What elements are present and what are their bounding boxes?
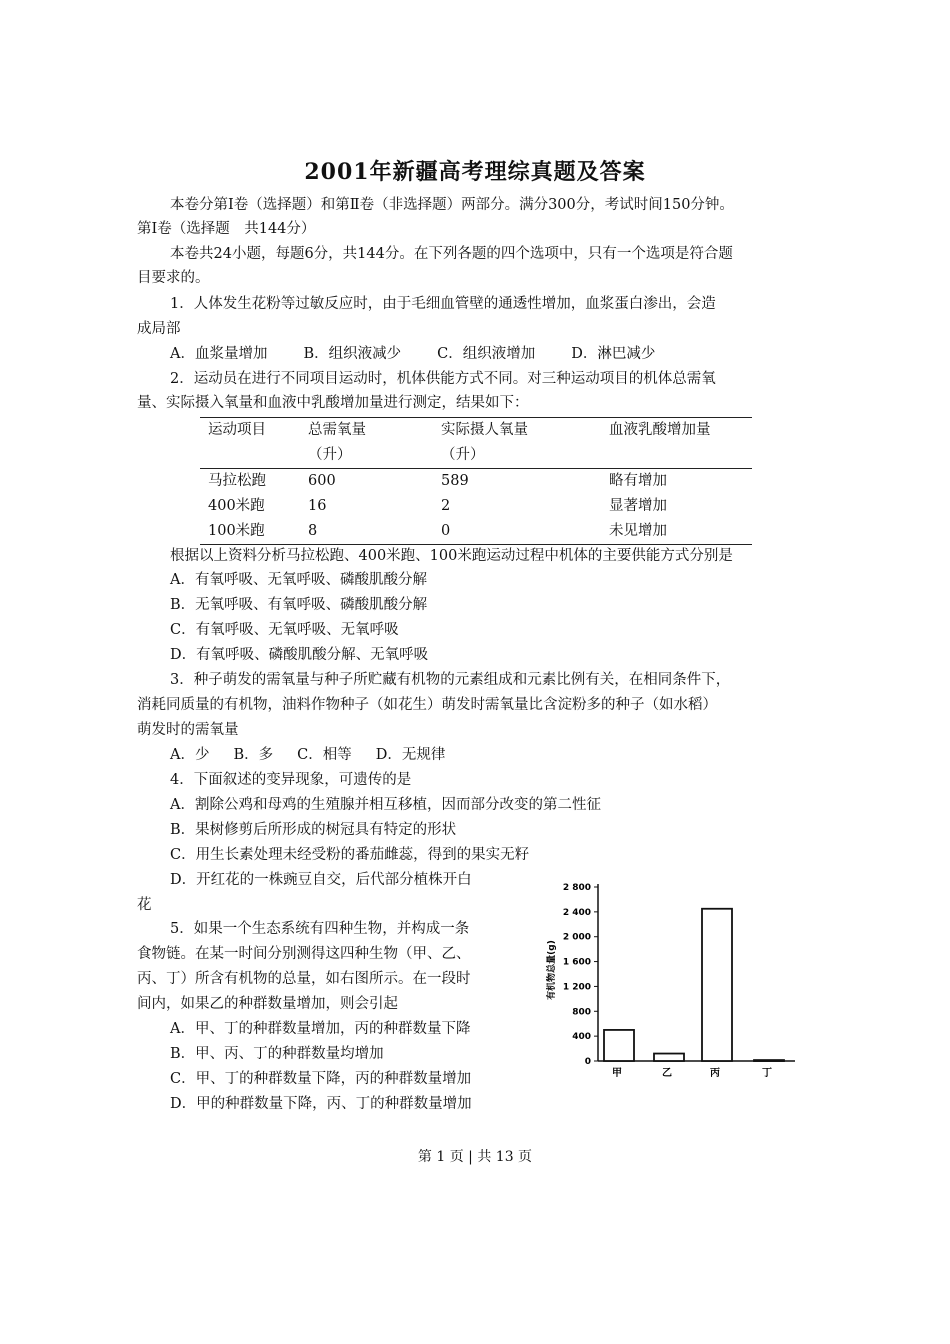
q3-option-d: D．无规律 <box>375 747 446 763</box>
table-cell: 8 <box>300 519 433 545</box>
q5-option-c: C．甲、丁的种群数量下降，丙的种群数量增加 <box>170 1071 472 1087</box>
q3-option-a: A．少 <box>170 747 210 763</box>
q3-stem: 3．种子萌发的需氧量与种子所贮藏有机物的元素组成和元素比例有关，在相同条件下， <box>170 672 731 688</box>
table-cell: 略有增加 <box>609 473 667 489</box>
intro-line: 本卷分第Ⅰ卷（选择题）和第Ⅱ卷（非选择题）两部分。满分300分，考试时间150分钟。 <box>170 197 734 213</box>
table-cell: 600 <box>308 473 336 489</box>
chart-y-tick-label: 2 400 <box>562 907 591 918</box>
table-row <box>200 519 752 545</box>
chart-y-tick-label: 0 <box>584 1057 591 1067</box>
instructions-line: 目要求的。 <box>137 270 210 286</box>
table-header-cell: 运动项目 <box>200 418 300 444</box>
organic-matter-bar-chart <box>540 878 800 1083</box>
chart-bar <box>654 1054 684 1061</box>
chart-bar <box>702 909 732 1061</box>
chart-x-tick-label: 乙 <box>662 1068 672 1079</box>
table-cell: 100米跑 <box>200 519 300 545</box>
chart-y-axis-label: 有机物总量(g) <box>547 940 557 1000</box>
q1-option-a: A．血浆量增加 <box>170 346 268 362</box>
table-cell: 显著增加 <box>609 498 667 514</box>
q2-option-c: C．有氧呼吸、无氧呼吸、无氧呼吸 <box>170 622 399 638</box>
table-header-row <box>200 418 752 444</box>
table-header-cell: 血液乳酸增加量 <box>601 418 752 444</box>
table-header-cell: 总需氧量 <box>300 418 433 444</box>
table-header-cell: 实际摄人氧量 <box>433 418 601 444</box>
q4-option-b: B．果树修剪后所形成的树冠具有特定的形状 <box>170 822 457 838</box>
q3-option-c: C．相等 <box>297 747 352 763</box>
chart-x-tick-label: 丁 <box>762 1068 772 1079</box>
q1-option-c: C．组织液增加 <box>437 346 536 362</box>
q4-option-c: C．用生长素处理未经受粉的番茄雌蕊，得到的果实无籽 <box>170 847 530 863</box>
q2-stem: 2．运动员在进行不同项目运动时，机体供能方式不同。对三种运动项目的机体总需氧 <box>170 371 716 387</box>
table-cell: 16 <box>308 498 327 514</box>
q1-stem-cont: 成局部 <box>137 321 181 337</box>
chart-bar <box>754 1060 784 1061</box>
q2-option-d: D．有氧呼吸、磷酸肌酸分解、无氧呼吸 <box>170 647 429 663</box>
chart-y-tick-label: 2 800 <box>562 883 591 893</box>
table-cell: 2 <box>441 498 451 514</box>
q4-option-d: D．开红花的一株豌豆自交，后代部分植株开白 <box>170 872 472 888</box>
chart-y-tick-label: 400 <box>572 1032 591 1043</box>
oxygen-table <box>200 417 752 545</box>
q2-stem-cont: 量、实际摄入氧量和血液中乳酸增加量进行测定，结果如下： <box>137 395 529 411</box>
table-cell: 589 <box>441 473 469 489</box>
table-cell: 0 <box>433 519 601 545</box>
chart-y-tick-label: 2 000 <box>562 932 591 943</box>
q3-stem-cont: 萌发时的需氧量 <box>137 722 239 738</box>
q4-option-d-cont: 花 <box>137 897 152 913</box>
q5-stem-cont: 食物链。在某一时间分别测得这四种生物（甲、乙、 <box>137 946 471 962</box>
table-row <box>200 469 752 495</box>
chart-x-tick-label: 甲 <box>612 1068 622 1079</box>
q1-options <box>170 344 691 364</box>
chart-y-tick-label: 1 200 <box>562 982 591 993</box>
q5-option-a: A．甲、丁的种群数量增加，丙的种群数量下降 <box>170 1021 471 1037</box>
q2-option-a: A．有氧呼吸、无氧呼吸、磷酸肌酸分解 <box>170 572 427 588</box>
q2-option-b: B．无氧呼吸、有氧呼吸、磷酸肌酸分解 <box>170 597 428 613</box>
table-unit-cell <box>200 443 300 469</box>
q2-question: 根据以上资料分析马拉松跑、400米跑、100米跑运动过程中机体的主要供能方式分别是 <box>170 548 733 564</box>
q4-option-a: A．割除公鸡和母鸡的生殖腺并相互移植，因而部分改变的第二性征 <box>170 797 601 813</box>
table-row <box>200 494 752 519</box>
table-unit-cell <box>601 443 752 469</box>
instructions-line: 本卷共24小题，每题6分，共144分。在下列各题的四个选项中，只有一个选项是符合题 <box>170 246 733 262</box>
q5-stem-cont: 间内，如果乙的种群数量增加，则会引起 <box>137 996 398 1012</box>
q5-option-d: D．甲的种群数量下降，丙、丁的种群数量增加 <box>170 1096 472 1112</box>
q1-option-d: D．淋巴减少 <box>571 346 656 362</box>
chart-y-tick-label: 800 <box>572 1007 591 1018</box>
chart-bar <box>604 1030 634 1061</box>
q1-option-b: B．组织液减少 <box>303 346 402 362</box>
table-unit-cell: （升） <box>300 443 433 469</box>
chart-y-tick-label: 1 600 <box>562 957 591 968</box>
q3-options <box>170 745 469 765</box>
table-unit-cell: （升） <box>433 443 601 469</box>
table-units-row <box>200 443 752 469</box>
table-cell: 未见增加 <box>601 519 752 545</box>
q3-option-b: B．多 <box>233 747 274 763</box>
table-cell: 400米跑 <box>208 498 265 514</box>
q5-stem: 5．如果一个生态系统有四种生物，并构成一条 <box>170 921 470 937</box>
q3-stem-cont: 消耗同质量的有机物，油料作物种子（如花生）萌发时需氧量比含淀粉多的种子（如水稻） <box>137 697 717 713</box>
q1-stem: 1．人体发生花粉等过敏反应时，由于毛细血管壁的通透性增加，血浆蛋白渗出，会造 <box>170 296 716 312</box>
chart-x-tick-label: 丙 <box>710 1068 720 1079</box>
q4-stem: 4．下面叙述的变异现象，可遗传的是 <box>170 772 412 788</box>
page-footer: 第 1 页 | 共 13 页 <box>417 1149 533 1165</box>
q5-option-b: B．甲、丙、丁的种群数量均增加 <box>170 1046 384 1062</box>
table-cell: 马拉松跑 <box>208 473 266 489</box>
page-title: 2001年新疆高考理综真题及答案 <box>304 159 646 185</box>
section-heading: 第Ⅰ卷（选择题 共144分） <box>137 221 316 237</box>
q5-stem-cont: 丙、丁）所含有机物的总量，如右图所示。在一段时 <box>137 971 471 987</box>
